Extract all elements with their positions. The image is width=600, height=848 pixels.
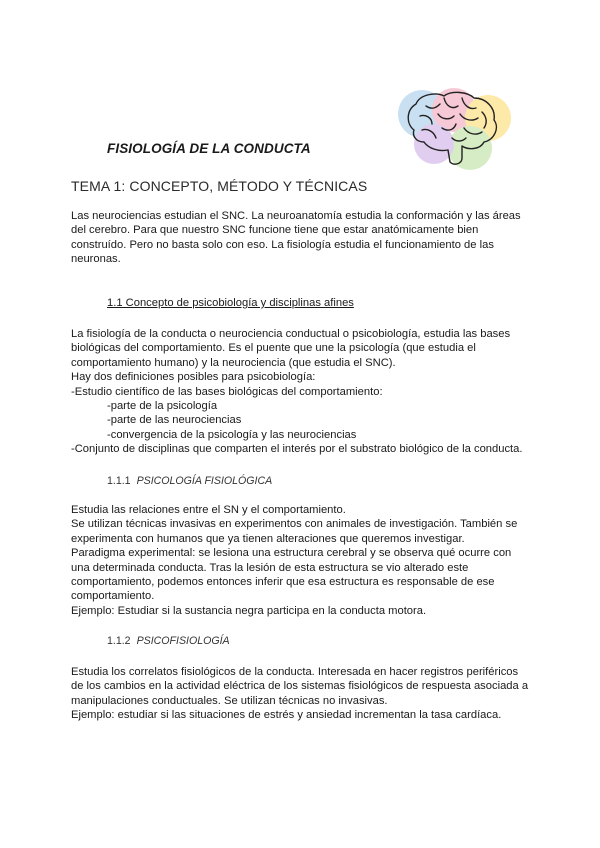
text-line: Las neurociencias estudian el SNC. La neuroanatomía estudia la conformación y las áreas — [71, 210, 521, 222]
text-line: Ejemplo: estudiar si las situaciones de estrés y ansiedad incrementan la tasa cardíaca. — [71, 709, 502, 722]
section-1-1-heading: 1.1 Concepto de psicobiología y disciplinas afines — [107, 297, 354, 309]
text-line: Estudia las relaciones entre el SN y el comportamiento. — [71, 504, 346, 516]
text-line: comportamiento humano) y la neurociencia (que estudia el SNC). — [71, 356, 396, 369]
text-line: experimenta con humanos que ya tienen alteraciones que queremos investigar. — [71, 532, 465, 545]
text-line: -Estudio científico de las bases biológicas del comportamiento: — [71, 385, 383, 398]
section-number: 1.1.2 — [107, 635, 131, 647]
text-line: Paradigma experimental: se lesiona una estructura cerebral y se observa qué ocurre con — [71, 547, 512, 560]
list-item: -convergencia de la psicología y las neurociencias — [107, 428, 357, 441]
section-1-1-2-heading — [107, 635, 230, 647]
text-line: del cerebro. Para que nuestro SNC funcione tiene que estar anatómicamente bien — [71, 224, 479, 237]
text-line: manipulaciones conductuales. Se utilizan técnicas no invasivas. — [71, 694, 388, 707]
text-line: biológicas del comportamiento. Es el puente que une la psicología (que estudia el — [71, 342, 476, 355]
brain-icon — [392, 84, 514, 176]
text-line: La fisiología de la conducta o neurociencia conductual o psicobiología, estudia las bases — [71, 328, 511, 340]
section-title: PSICOFISIOLOGÍA — [136, 635, 230, 647]
text-line: Hay dos definiciones posibles para psicobiología: — [71, 371, 316, 384]
text-line: comportamiento. — [71, 590, 155, 603]
topic-title: TEMA 1: CONCEPTO, MÉTODO Y TÉCNICAS — [71, 178, 368, 194]
text-line: Ejemplo: Estudiar si la sustancia negra participa en la conducta motora. — [71, 604, 427, 617]
text-line: Estudia los correlatos fisiológicos de la conducta. Interesada en hacer registros periféricos — [71, 666, 519, 678]
text-line: -Conjunto de disciplinas que comparten el interés por el substrato biológico de la conducta. — [71, 443, 523, 456]
section-1-1-body — [71, 327, 541, 457]
text-line: construído. Pero no basta solo con eso. La fisiología estudia el funcionamiento de las — [71, 238, 494, 251]
section-number: 1.1.1 — [107, 475, 131, 487]
section-1-1-1-heading — [107, 475, 272, 487]
text-line: comportamiento, podemos entonces inferir que esa estructura es responsable de ese — [71, 576, 495, 589]
section-title: PSICOLOGÍA FISIOLÓGICA — [136, 475, 273, 487]
page-title: FISIOLOGÍA DE LA CONDUCTA — [107, 141, 311, 156]
text-line: una determinada conducta. Tras la lesión de esta estructura se vio alterado este — [71, 561, 469, 574]
section-1-1-2-body — [71, 665, 541, 723]
text-line: Se utilizan técnicas invasivas en experimentos con animales de investigación. También se — [71, 518, 518, 531]
intro-paragraph — [71, 209, 541, 267]
list-item: -parte de las neurociencias — [107, 414, 242, 427]
section-1-1-1-body — [71, 503, 541, 618]
text-line: de los cambios en la actividad eléctrica de los sistemas fisiológicos de respuesta asociada a — [71, 680, 529, 693]
text-line: neuronas. — [71, 253, 121, 266]
list-item: -parte de la psicología — [107, 400, 218, 413]
